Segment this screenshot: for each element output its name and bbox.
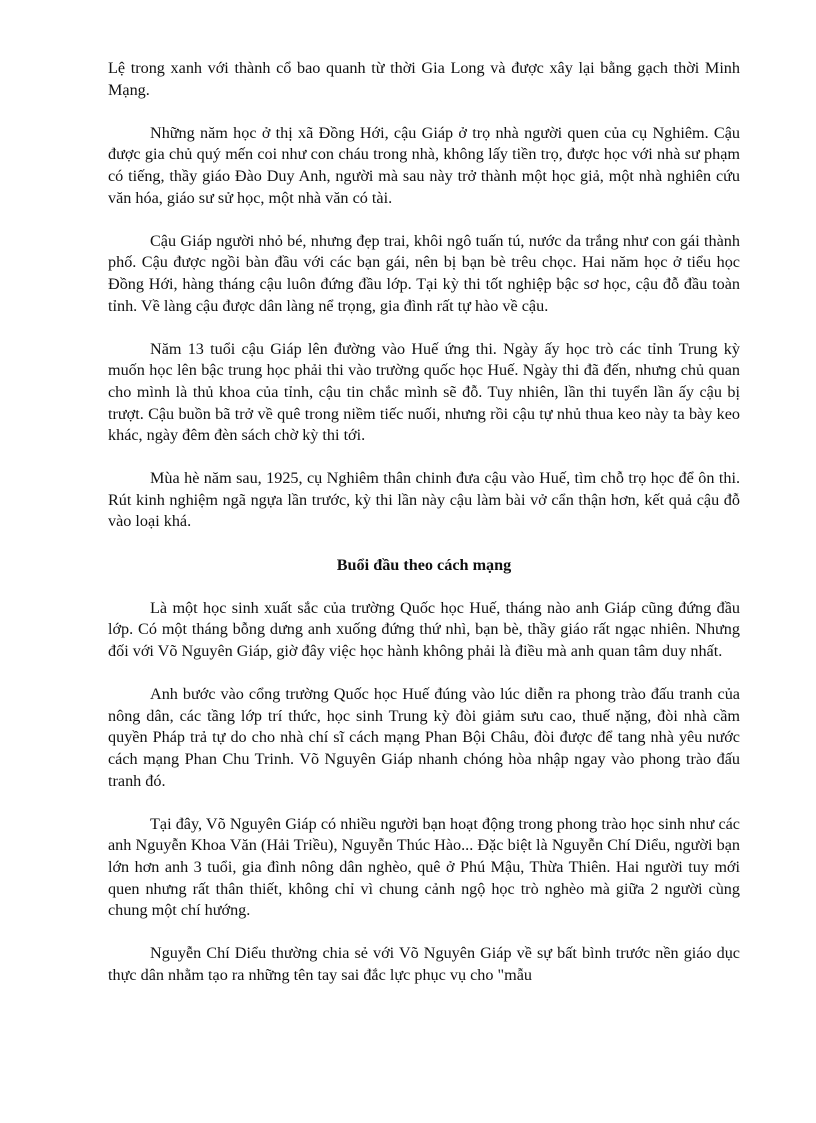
document-body [108, 58, 740, 1008]
paragraph: Mùa hè năm sau, 1925, cụ Nghiêm thân chinh đưa cậu vào Huế, tìm chỗ trọ học để ôn thi. Rút kinh nghiệm ngã ngựa lần trước, kỳ thi lần này cậu làm bài vở cẩn thận hơn, kết quả cậu đỗ vào loại khá. [108, 469, 740, 531]
paragraph: Lệ trong xanh với thành cổ bao quanh từ thời Gia Long và được xây lại bằng gạch thời Minh Mạng. [108, 59, 740, 99]
section-heading: Buổi đầu theo cách mạng [336, 555, 512, 574]
paragraph: Cậu Giáp người nhỏ bé, nhưng đẹp trai, khôi ngô tuấn tú, nước da trắng như con gái thành phố. Cậu được ngồi bàn đầu với các bạn gái, nên bị bạn bè trêu chọc. Hai năm học ở tiểu học Đồng Hới, hàng tháng cậu luôn đứng đầu lớp. Tại kỳ thi tốt nghiệp bậc sơ học, cậu đỗ đầu toàn tỉnh. Về làng cậu được dân làng nể trọng, gia đình rất tự hào về cậu. [108, 231, 740, 315]
paragraph: Những năm học ở thị xã Đồng Hới, cậu Giáp ở trọ nhà người quen của cụ Nghiêm. Cậu được gia chủ quý mến coi như con cháu trong nhà, không lấy tiền trọ, được học với nhà sư phạm có tiếng, thầy giáo Đào Duy Anh, người mà sau này trở thành một học giả, một nhà nghiên cứu văn hóa, giáo sư sử học, một nhà văn có tài. [108, 123, 740, 207]
paragraph: Năm 13 tuổi cậu Giáp lên đường vào Huế ứng thi. Ngày ấy học trò các tỉnh Trung kỳ muốn học lên bậc trung học phải thi vào trường quốc học Huế. Ngày thi đã đến, nhưng chủ quan cho mình là thủ khoa của tỉnh, cậu tin chắc mình sẽ đỗ. Tuy nhiên, lần thi tuyển lần ấy cậu bị trượt. Cậu buồn bã trở về quê trong niềm tiếc nuối, nhưng rồi cậu tự nhủ thua keo này ta bày keo khác, ngày đêm đèn sách chờ kỳ thi tới. [108, 339, 740, 445]
paragraph: Nguyễn Chí Diểu thường chia sẻ với Võ Nguyên Giáp về sự bất bình trước nền giáo dục thực dân nhằm tạo ra những tên tay sai đắc lực phục vụ cho "mẫu [108, 944, 740, 984]
paragraph: Là một học sinh xuất sắc của trường Quốc học Huế, tháng nào anh Giáp cũng đứng đầu lớp. Có một tháng bỗng dưng anh xuống đứng thứ nhì, bạn bè, thầy giáo rất ngạc nhiên. Nhưng đối với Võ Nguyên Giáp, giờ đây việc học hành không phải là điều mà anh quan tâm duy nhất. [108, 598, 740, 661]
paragraph: Tại đây, Võ Nguyên Giáp có nhiều người bạn hoạt động trong phong trào học sinh như các anh Nguyễn Khoa Văn (Hải Triều), Nguyễn Thúc Hào... Đặc biệt là Nguyễn Chí Diểu, người bạn lớn hơn anh 3 tuổi, gia đình nông dân nghèo, quê ở Phú Mậu, Thừa Thiên. Hai người tuy mới quen nhưng rất thân thiết, không chỉ vì chung cảnh ngộ học trò nghèo mà giữa 2 người cùng chung một chí hướng. [108, 814, 740, 920]
paragraph: Anh bước vào cổng trường Quốc học Huế đúng vào lúc diễn ra phong trào đấu tranh của nông dân, các tầng lớp trí thức, học sinh Trung kỳ đòi giảm sưu cao, thuế nặng, đòi nhà cầm quyền Pháp trả tự do cho nhà chí sĩ cách mạng Phan Bội Châu, đòi được để tang nhà yêu nước cách mạng Phan Chu Trinh. Võ Nguyên Giáp nhanh chóng hòa nhập ngay vào phong trào đấu tranh đó. [108, 685, 740, 790]
